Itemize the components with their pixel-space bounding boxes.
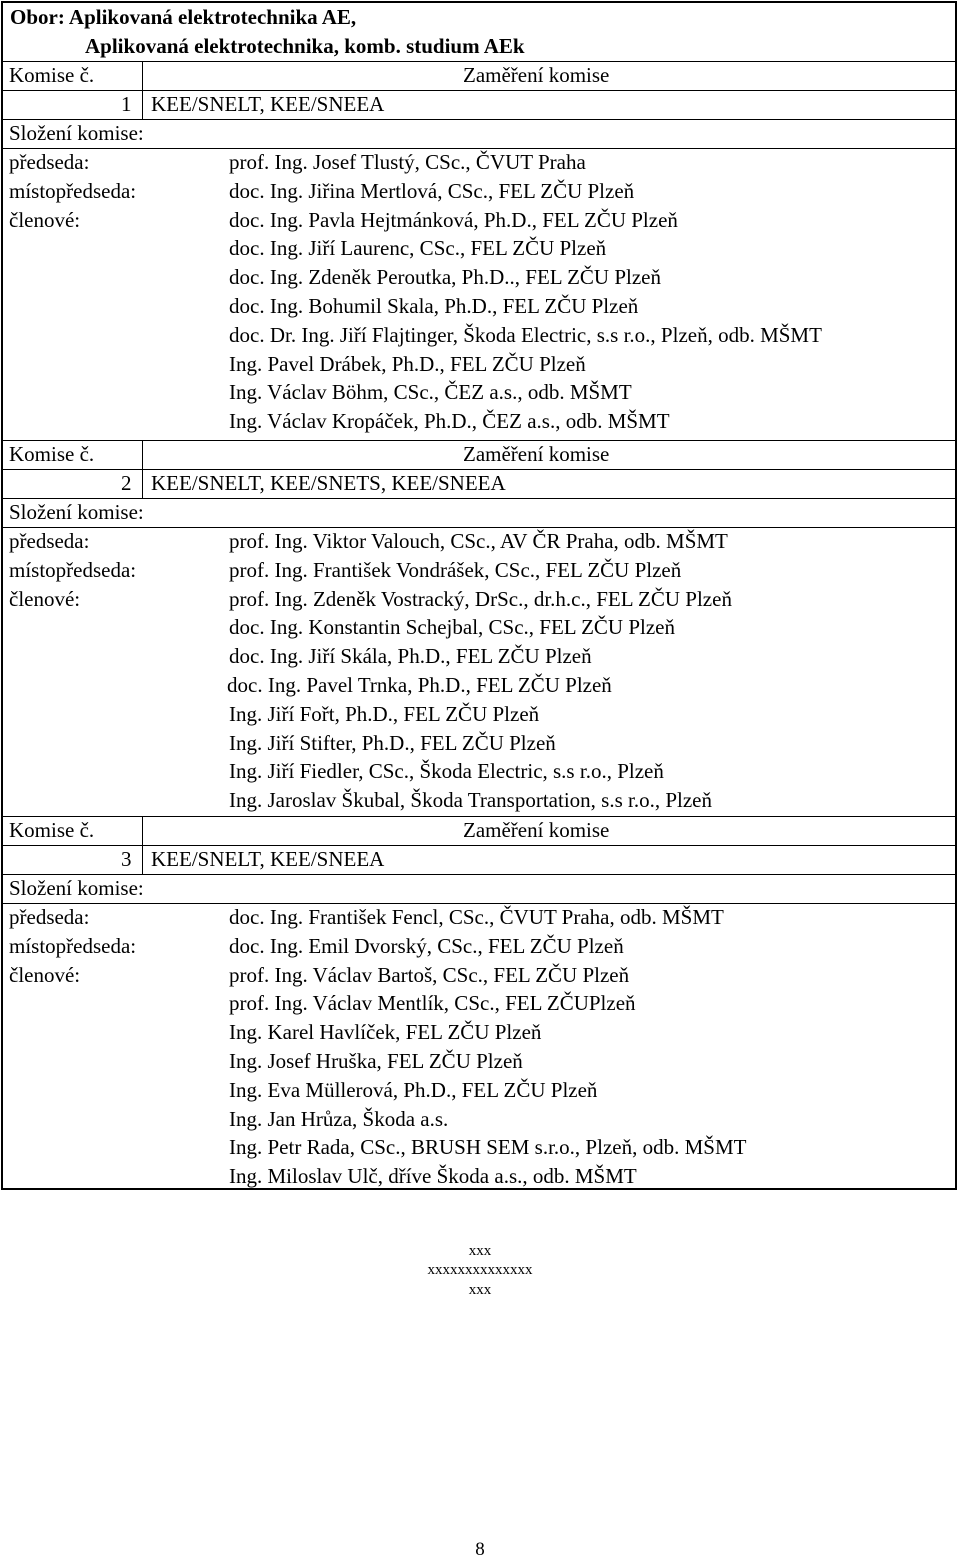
member-entry: doc. Ing. Jiří Laurenc, CSc., FEL ZČU Plzeň (229, 236, 607, 261)
member-entry: doc. Dr. Ing. Jiří Flajtinger, Škoda Electric, s.s r.o., Plzeň, odb. MŠMT (229, 322, 822, 347)
focus-label: Zaměření komise (463, 818, 610, 842)
member-entry: Ing. Jiří Fořt, Ph.D., FEL ZČU Plzeň (229, 701, 540, 726)
members-label: členové: (9, 207, 81, 232)
field-of-study-title: Obor: Aplikovaná elektrotechnika AE, (10, 5, 357, 29)
page-number: 8 (475, 1539, 485, 1560)
member-entry: Ing. Jaroslav Škubal, Škoda Transportation, s.s r.o., Plzeň (229, 788, 712, 813)
divider (3, 498, 955, 499)
member-entry: doc. Ing. Emil Dvorský, CSc., FEL ZČU Plzeň (229, 933, 624, 958)
composition-label: Složení komise: (9, 121, 144, 145)
footer-line-2: xxxxxxxxxxxxxx (427, 1262, 533, 1278)
member-entry: Ing. Pavel Drábek, Ph.D., FEL ZČU Plzeň (229, 351, 586, 376)
member-entry: Ing. Jan Hrůza, Škoda a.s. (229, 1106, 449, 1131)
vice-chair-label: místopředseda: (9, 933, 137, 958)
chair-label: předseda: (9, 529, 90, 553)
member-entry: doc. Ing. Jiří Skála, Ph.D., FEL ZČU Plzeň (229, 644, 592, 669)
member-entry: Ing. Miloslav Ulč, dříve Škoda a.s., odb. MŠMT (229, 1164, 637, 1189)
field-of-study-subtitle: Aplikovaná elektrotechnika, komb. studium AEk (85, 34, 525, 58)
member-entry: doc. Ing. Jiřina Mertlová, CSc., FEL ZČU Plzeň (229, 178, 635, 203)
member-entry: doc. Ing. Pavla Hejtmánková, Ph.D., FEL ZČU Plzeň (229, 207, 678, 232)
chair-label: předseda: (9, 905, 90, 929)
commission-number: 2 (121, 471, 132, 495)
member-entry: doc. Ing. František Fencl, CSc., ČVUT Praha, odb. MŠMT (229, 905, 724, 929)
member-entry: Ing. Petr Rada, CSc., BRUSH SEM s.r.o., Plzeň, odb. MŠMT (229, 1135, 747, 1160)
focus-label: Zaměření komise (463, 442, 610, 466)
divider (3, 845, 955, 846)
member-entry: doc. Ing. Bohumil Skala, Ph.D., FEL ZČU Plzeň (229, 294, 639, 318)
commission-focus: KEE/SNELT, KEE/SNEEA (151, 92, 385, 116)
member-entry: doc. Ing. Konstantin Schejbal, CSc., FEL ZČU Plzeň (229, 615, 676, 640)
member-entry: Ing. Václav Kropáček, Ph.D., ČEZ a.s., odb. MŠMT (229, 409, 670, 434)
commission-number: 3 (121, 847, 132, 871)
member-entry: prof. Ing. Josef Tlustý, CSc., ČVUT Praha (229, 150, 586, 174)
divider (3, 874, 955, 875)
member-entry: doc. Ing. Zdeněk Peroutka, Ph.D.., FEL ZČU Plzeň (229, 265, 661, 290)
footer-line-1: xxx (468, 1243, 492, 1259)
member-entry: Ing. Václav Böhm, CSc., ČEZ a.s., odb. MŠMT (229, 380, 632, 405)
member-entry: Ing. Jiří Stifter, Ph.D., FEL ZČU Plzeň (229, 730, 556, 755)
vice-chair-label: místopředseda: (9, 557, 137, 582)
composition-label: Složení komise: (9, 876, 144, 900)
commission-label: Komise č. (9, 63, 95, 87)
divider (3, 119, 955, 120)
member-entry: Ing. Josef Hruška, FEL ZČU Plzeň (229, 1049, 523, 1073)
focus-label: Zaměření komise (463, 63, 610, 87)
members-label: členové: (9, 962, 81, 987)
member-entry: doc. Ing. Pavel Trnka, Ph.D., FEL ZČU Plzeň (227, 673, 612, 697)
vice-chair-label: místopředseda: (9, 178, 137, 203)
commission-focus: KEE/SNELT, KEE/SNETS, KEE/SNEEA (151, 471, 506, 495)
member-entry: prof. Ing. Václav Bartoš, CSc., FEL ZČU Plzeň (229, 962, 630, 987)
member-entry: Ing. Jiří Fiedler, CSc., Škoda Electric, s.s r.o., Plzeň (229, 759, 664, 784)
commission-label: Komise č. (9, 818, 95, 842)
member-entry: prof. Ing. Václav Mentlík, CSc., FEL ZČUPlzeň (229, 991, 636, 1016)
member-entry: prof. Ing. Zdeněk Vostracký, DrSc., dr.h.c., FEL ZČU Plzeň (229, 586, 732, 611)
composition-label: Složení komise: (9, 500, 144, 524)
commission-table (1, 1, 957, 1190)
divider (3, 90, 955, 91)
members-label: členové: (9, 586, 81, 611)
member-entry: prof. Ing. Viktor Valouch, CSc., AV ČR Praha, odb. MŠMT (229, 529, 728, 553)
member-entry: Ing. Eva Müllerová, Ph.D., FEL ZČU Plzeň (229, 1077, 598, 1102)
commission-number: 1 (121, 92, 132, 116)
member-entry: Ing. Karel Havlíček, FEL ZČU Plzeň (229, 1020, 542, 1045)
commission-label: Komise č. (9, 442, 95, 466)
footer-line-3: xxx (468, 1282, 492, 1298)
member-entry: prof. Ing. František Vondrášek, CSc., FEL ZČU Plzeň (229, 557, 682, 582)
chair-label: předseda: (9, 150, 90, 174)
commission-focus: KEE/SNELT, KEE/SNEEA (151, 847, 385, 871)
